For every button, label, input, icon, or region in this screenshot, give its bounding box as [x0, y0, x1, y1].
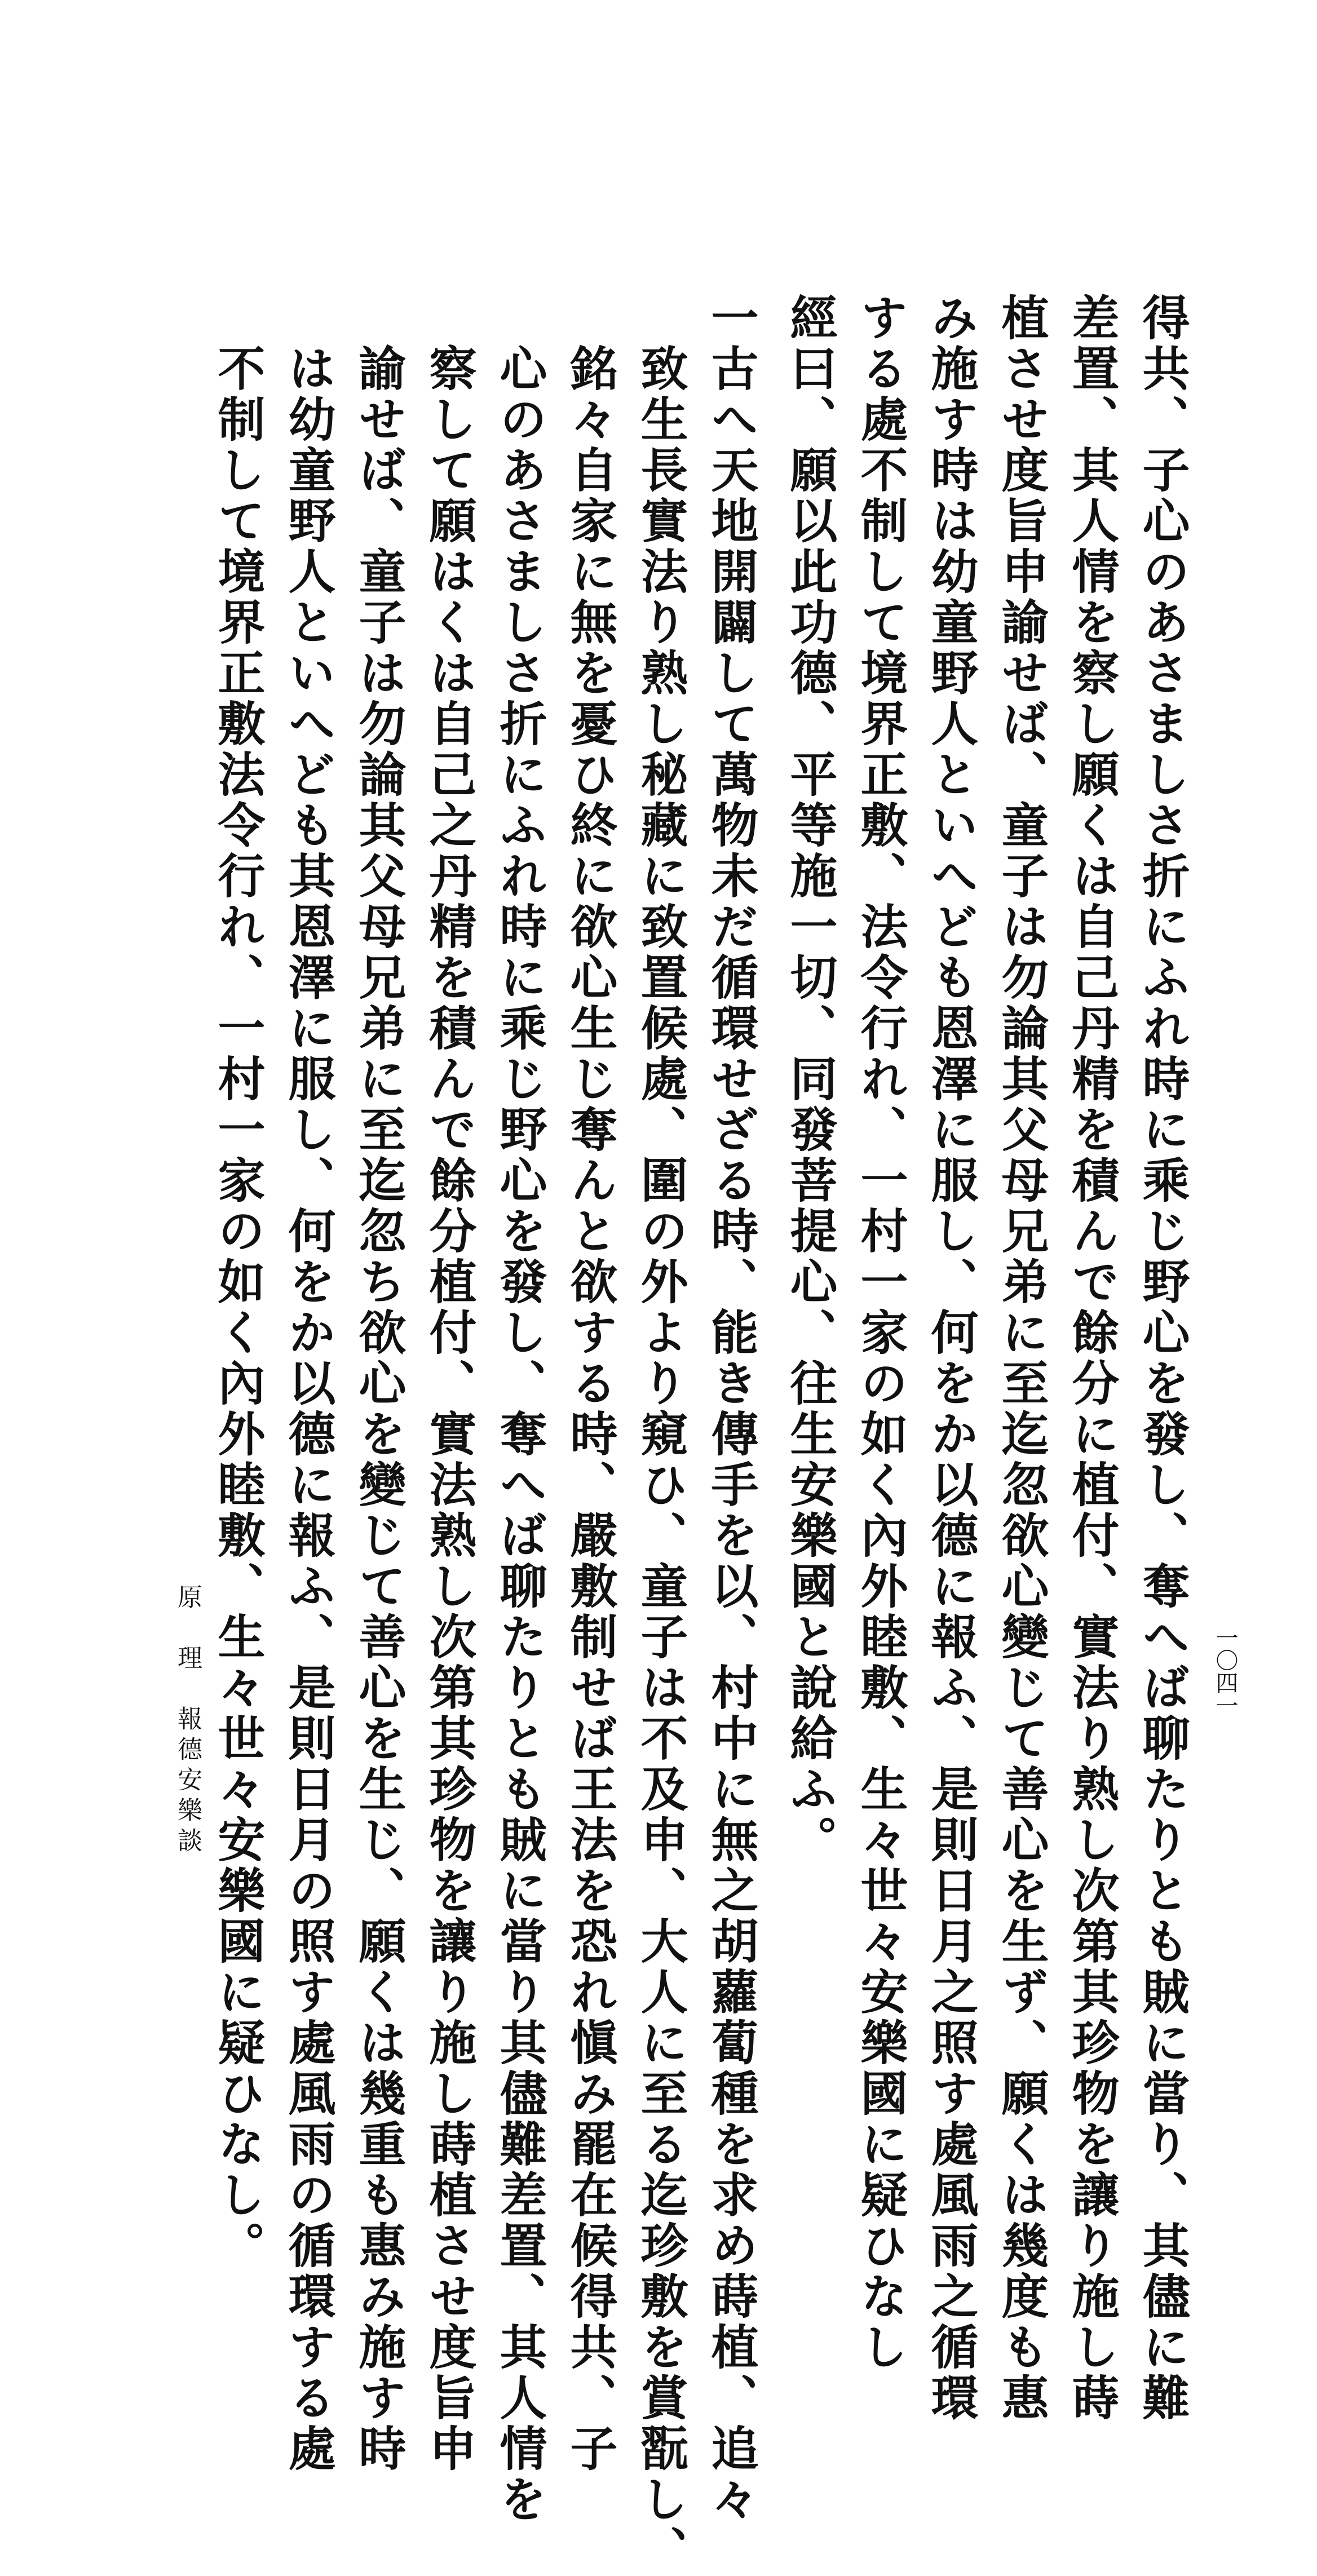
- text-column-13: は幼童野人といへども其恩澤に服し、何をか以德に報ふ、是則日月の照す處風雨の循環する處: [281, 344, 337, 2475]
- running-head: 原 理 報德安樂談: [173, 1584, 202, 1858]
- page-number: 一〇四一: [1212, 1626, 1238, 1716]
- text-column-12: 諭せば、童子は勿論其父母兄弟に至迄忽ち欲心を變じて善心を生じ、願くは幾重も惠み施す時: [351, 344, 407, 2475]
- text-column-10: 心のあさましさ折にふれ時に乘じ野心を發し、奪へば聊たりとも賊に當り其儘難差置、其人情を: [492, 344, 548, 2525]
- text-column-2: 差置、其人情を察し願くは自己丹精を積んで餘分に植付、實法り熟し次第其珍物を讓り施し蒔: [1064, 293, 1120, 2424]
- text-column-7: 一古へ天地開闢して萬物未だ循環せざる時、能き傳手を以、村中に無之胡蘿蔔種を求め蒔植、追々: [704, 293, 759, 2525]
- text-column-9: 銘々自家に無を憂ひ終に欲心生じ奪んと欲する時、嚴敷制せば王法を恐れ愼み罷在候得共、子: [563, 344, 618, 2475]
- text-column-6: 經曰、願以此功德、平等施一切、同發菩提心、往生安樂國と說給ふ。: [783, 293, 838, 1866]
- text-column-11: 察して願はくは自己之丹精を積んで餘分植付、實法熟し次第其珍物を讓り施し蒔植させ度旨申: [422, 344, 478, 2475]
- text-column-5: する處不制して境界正敷、法令行れ、一村一家の如く內外睦敷、生々世々安樂國に疑ひなし: [853, 293, 909, 2373]
- text-column-8: 致生長實法り熟し秘藏に致置候處、圍の外より窺ひ、童子は不及申、大人に至る迄珍敷を賞翫し、: [633, 344, 689, 2576]
- text-column-14: 不制して境界正敷法令行れ、一村一家の如く內外睦敷、生々世々安樂國に疑ひなし。: [210, 344, 266, 2272]
- text-column-3: 植させ度旨申諭せば、童子は勿論其父母兄弟に至迄忽欲心變じて善心を生ず、願くは幾度も惠: [994, 293, 1050, 2424]
- body-text: [203, 293, 1191, 2576]
- text-column-1: 得共、子心のあさましさ折にふれ時に乘じ野心を發し、奪へば聊たりとも賊に當り、其儘に難: [1135, 293, 1191, 2424]
- text-column-4: み施す時は幼童野人といへども恩澤に服し、何をか以德に報ふ、是則日月之照す處風雨之循環: [923, 293, 979, 2424]
